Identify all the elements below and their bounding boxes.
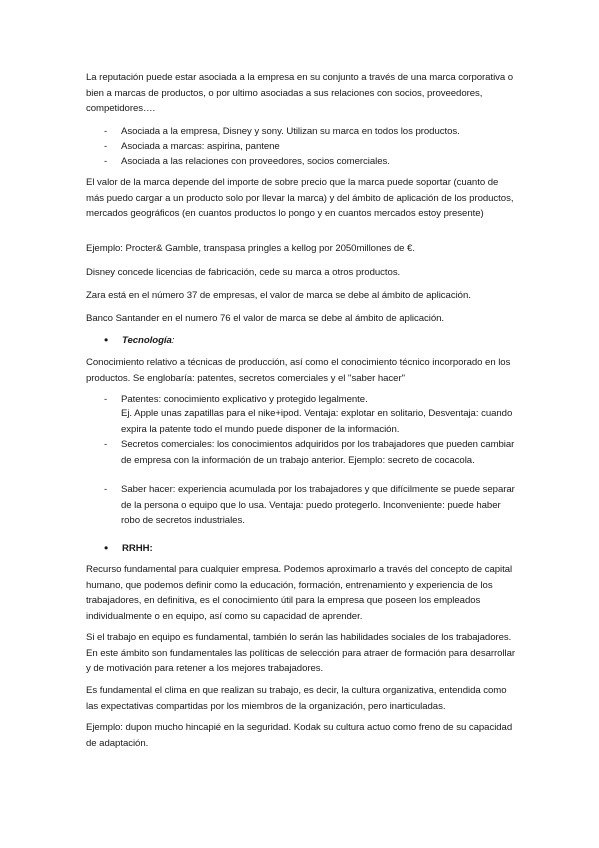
rrhh-paragraph-4: Ejemplo: dupon mucho hincapié en la seguridad. Kodak su cultura actuo como freno de su capacidad de adaptación. xyxy=(86,722,513,749)
rrhh-paragraph-1: Recurso fundamental para cualquier empresa. Podemos aproximarlo a través del concepto de capital humano, que podemos definir como la educación, formación, entrenamiento y experiencia de los trabajadores, en definitiva, es el conocimiento útil para la empresa que poseen los empleados individualmente o en equipo, así como su capacidad de aprender. xyxy=(86,564,513,622)
rrhh-paragraph-2: Si el trabajo en equipo es fundamental, también lo serán las habilidades sociales de los trabajadores. En este ámbito son fundamentales las políticas de selección para atraer de formación para desarrollar y de motivación para retener a los mejores trabajadores. xyxy=(86,632,516,674)
ejemplo-procter-paragraph: Ejemplo: Procter& Gamble, transpasa pringles a kellog por 2050millones de €. xyxy=(86,243,415,254)
list-item: Asociada a marcas: aspirina, pantene xyxy=(121,141,280,152)
list-item-sub: Ej. Apple unas zapatillas para el nike+ipod. Ventaja: explotar en solitario, Desventaja: cuando expira la patente todo el mundo puede disponer de la información. xyxy=(121,408,513,435)
disney-paragraph: Disney concede licencias de fabricación, cede su marca a otros productos. xyxy=(86,267,401,278)
list-dash: - xyxy=(104,439,108,450)
valor-marca-paragraph: El valor de la marca depende del importe de sobre precio que la marca puede soportar (cuanto de más puedo cargar a un producto solo por llevar la marca) y del ámbito de aplicación de los productos, mercados geográficos (en cuantos productos lo pongo y en cuantos mercados estoy presente) xyxy=(86,177,514,219)
list-item: Patentes: conocimiento explicativo y protegido legalmente. xyxy=(121,394,368,405)
list-item: Asociada a la empresa, Disney y sony. Utilizan su marca en todos los productos. xyxy=(121,126,460,137)
list-dash: - xyxy=(104,394,108,405)
list-dash: - xyxy=(104,156,108,167)
bullet-dot xyxy=(104,541,112,549)
tecnologia-paragraph: Conocimiento relativo a técnicas de producción, así como el conocimiento técnico incorporado en los productos. Se englobaría: patentes, secretos comerciales y el ''saber hacer" xyxy=(86,357,511,384)
list-dash: - xyxy=(104,141,108,152)
bullet-dot xyxy=(104,333,112,341)
list-dash: - xyxy=(104,126,108,137)
list-item: Secretos comerciales: los conocimientos adquiridos por los trabajadores que pueden cambiar de empresa con la información de un trabajo anterior. Ejemplo: secreto de cocacola. xyxy=(121,439,515,466)
tecnologia-title: Tecnología xyxy=(122,335,172,346)
list-item: Saber hacer: experiencia acumulada por los trabajadores y que difícilmente se puede separar de la persona o equipo que lo usa. Ventaja: puedo protegerlo. Inconveniente: puede haber robo de secretos industriales. xyxy=(121,484,515,526)
zara-paragraph: Zara está en el número 37 de empresas, el valor de marca se debe al ámbito de aplicación. xyxy=(86,290,471,301)
intro-paragraph: La reputación puede estar asociada a la empresa en su conjunto a través de una marca corporativa o bien a marcas de productos, o por ultimo asociadas a sus relaciones con socios, proveedores, competidores…. xyxy=(86,72,514,114)
rrhh-heading: RRHH: xyxy=(122,543,153,554)
list-dash: - xyxy=(104,484,108,495)
rrhh-paragraph-3: Es fundamental el clima en que realizan su trabajo, es decir, la cultura organizativa, entendida como las expectativas compartidas por los miembros de la organización, pero inarticuladas. xyxy=(86,685,507,712)
list-item: Asociada a las relaciones con proveedores, socios comerciales. xyxy=(121,156,390,167)
tecnologia-colon: : xyxy=(171,335,175,346)
tecnologia-heading xyxy=(122,333,174,349)
santander-paragraph: Banco Santander en el numero 76 el valor de marca se debe al ámbito de aplicación. xyxy=(86,313,445,324)
